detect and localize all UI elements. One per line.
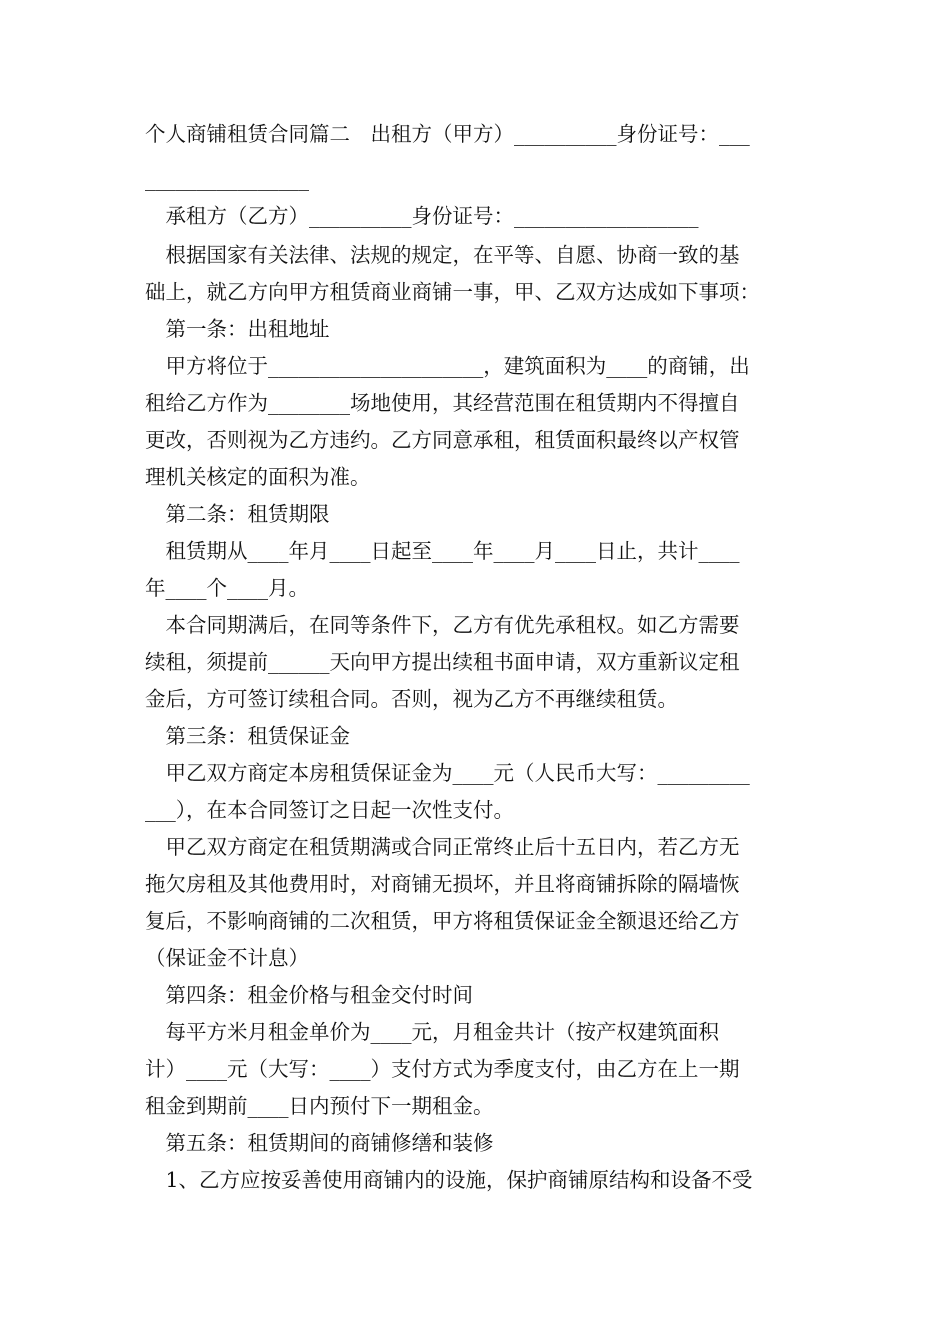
section-heading: 第三条：租赁保证金 <box>145 724 350 748</box>
document-line: 复后，不影响商铺的二次租赁，甲方将租赁保证金全额退还给乙方 <box>145 909 740 933</box>
document-line: 甲乙双方商定在租赁期满或合同正常终止后十五日内，若乙方无 <box>145 835 740 859</box>
section-heading: 第二条：租赁期限 <box>145 502 330 526</box>
document-line: 年____个____月。 <box>145 576 309 600</box>
document-line: 拖欠房租及其他费用时，对商铺无损坏，并且将商铺拆除的隔墙恢 <box>145 872 740 896</box>
document-line: 1、乙方应按妥善使用商铺内的设施，保护商铺原结构和设备不受 <box>145 1168 753 1192</box>
document-body <box>145 116 807 1199</box>
document-line: 计）____元（大写：____）支付方式为季度支付，由乙方在上一期 <box>145 1057 740 1081</box>
document-line: 续租，须提前______天向甲方提出续租书面申请，双方重新议定租 <box>145 650 740 674</box>
section-heading: 第一条：出租地址 <box>145 317 330 341</box>
document-line: ________________ <box>145 167 309 191</box>
document-line: 理机关核定的面积为准。 <box>145 465 371 489</box>
section-heading: 第五条：租赁期间的商铺修缮和装修 <box>145 1131 494 1155</box>
document-line: 金后，方可签订续租合同。否则，视为乙方不再继续租赁。 <box>145 687 678 711</box>
document-line: 甲乙双方商定本房租赁保证金为____元（人民币大写：_________ <box>145 761 750 785</box>
document-line: 租金到期前____日内预付下一期租金。 <box>145 1094 494 1118</box>
document-line: 本合同期满后，在同等条件下，乙方有优先承租权。如乙方需要 <box>145 613 740 637</box>
document-line: 甲方将位于_____________________，建筑面积为____的商铺，出 <box>145 354 750 378</box>
section-heading: 第四条：租金价格与租金交付时间 <box>145 983 473 1007</box>
document-line: 础上，就乙方向甲方租赁商业商铺一事，甲、乙双方达成如下事项： <box>145 280 760 304</box>
document-title-line: 个人商铺租赁合同篇二 出租方（甲方）__________身份证号：___ <box>145 122 750 146</box>
document-line: 根据国家有关法律、法规的规定，在平等、自愿、协商一致的基 <box>145 243 740 267</box>
document-line: （保证金不计息） <box>145 946 309 970</box>
document-line: 租赁期从____年月____日起至____年____月____日止，共计____ <box>145 539 740 563</box>
document-line: ___），在本合同签订之日起一次性支付。 <box>145 798 514 822</box>
document-line: 更改，否则视为乙方违约。乙方同意承租，租赁面积最终以产权管 <box>145 428 740 452</box>
document-line: 每平方米月租金单价为____元，月租金共计（按产权建筑面积 <box>145 1020 719 1044</box>
document-line: 租给乙方作为________场地使用，其经营范围在租赁期内不得擅自 <box>145 391 740 415</box>
document-line: 承租方（乙方）__________身份证号：__________________ <box>145 204 699 228</box>
